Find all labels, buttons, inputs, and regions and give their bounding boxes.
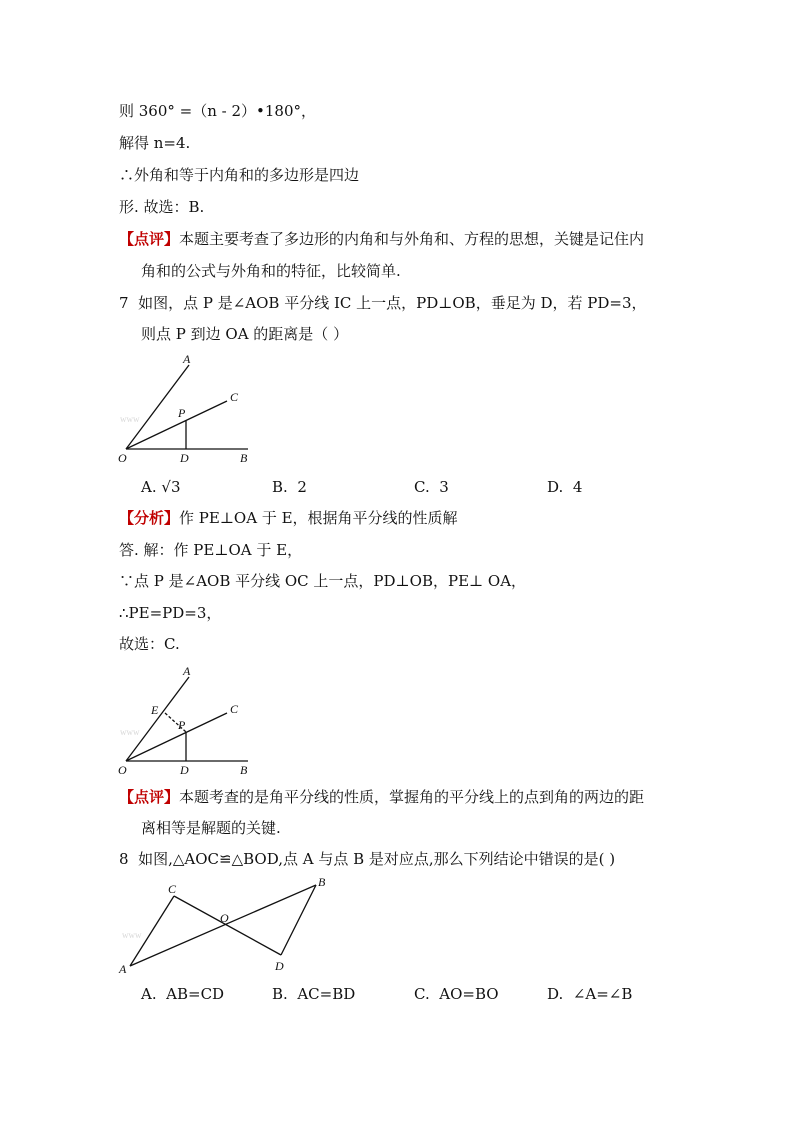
review-text: 本题考查的是角平分线的性质，掌握角的平分线上的点到角的两边的距: [179, 788, 645, 806]
option-d[interactable]: [547, 984, 632, 1004]
segment-BD: [281, 885, 316, 955]
label-C: C: [230, 702, 239, 716]
option-letter: D.: [547, 478, 564, 496]
label-O: O: [220, 911, 229, 925]
question-number: 8: [119, 850, 129, 868]
option-value: AO=BO: [439, 985, 499, 1003]
label-D: D: [275, 959, 284, 973]
option-value: √3: [161, 478, 181, 496]
answer-line-4: 故选：C.: [119, 635, 180, 653]
svg-text:www: www: [120, 414, 140, 424]
review-tag: 【点评】: [119, 230, 180, 248]
question-number: 7: [119, 294, 129, 312]
option-letter: C.: [414, 985, 430, 1003]
label-E: E: [151, 703, 159, 717]
solution-line-result: 解得 n=4.: [119, 134, 191, 152]
option-letter: A.: [141, 478, 157, 496]
question-7-stem-cont: 则点 P 到边 OA 的距离是（ ）: [141, 325, 349, 343]
question-text: 如图,△AOC≌△BOD,点 A 与点 B 是对应点,那么下列结论中错误的是( ): [138, 850, 616, 868]
review-tag: 【点评】: [119, 788, 180, 806]
option-letter: D.: [547, 985, 564, 1003]
option-value: 3: [439, 478, 449, 496]
option-value: AC=BD: [297, 985, 356, 1003]
answer-line-1: 答. 解：作 PE⊥OA 于 E，: [119, 541, 303, 559]
label-O: O: [118, 763, 127, 777]
option-letter: C.: [414, 478, 430, 496]
label-C: C: [168, 882, 177, 896]
option-letter: B.: [272, 985, 288, 1003]
solution-line-equation: 则 360° =（n - 2）•180°，: [119, 102, 317, 120]
option-value: 2: [297, 478, 307, 496]
analysis-text: 作 PE⊥OA 于 E，根据角平分线的性质解: [179, 509, 458, 527]
question-text: 如图，点 P 是∠AOB 平分线 IC 上一点，PD⊥OB，垂足为 D，若 PD=3，: [138, 294, 647, 312]
label-D: D: [180, 763, 189, 777]
option-value: AB=CD: [166, 985, 225, 1003]
review-text-cont: 离相等是解题的关键.: [141, 819, 281, 837]
option-letter: A.: [141, 985, 157, 1003]
solution-line-answer: 形. 故选：B.: [119, 198, 205, 216]
label-C: C: [230, 390, 239, 404]
analysis-tag: 【分析】: [119, 509, 180, 527]
label-B: B: [240, 451, 248, 465]
option-c[interactable]: [414, 984, 499, 1004]
option-a[interactable]: [141, 984, 224, 1004]
option-letter: B.: [272, 478, 288, 496]
answer-line-3: ∴PE=PD=3，: [119, 604, 222, 622]
label-A: A: [183, 664, 191, 678]
label-A: A: [183, 352, 191, 366]
segment-AB: [130, 885, 316, 966]
label-B: B: [318, 875, 326, 889]
segment-CD: [174, 896, 281, 955]
answer-line-2: ∵点 P 是∠AOB 平分线 OC 上一点，PD⊥OB，PE⊥ OA，: [119, 572, 527, 590]
label-A: A: [119, 962, 127, 976]
solution-line-conclusion: ∴外角和等于内角和的多边形是四边: [119, 166, 360, 184]
label-D: D: [180, 451, 189, 465]
svg-text:www: www: [120, 727, 140, 737]
review-text: 本题主要考查了多边形的内角和与外角和、方程的思想，关键是记住内: [179, 230, 645, 248]
label-P: P: [178, 718, 186, 732]
option-value: ∠A=∠B: [572, 985, 633, 1003]
svg-text:www: www: [122, 930, 142, 940]
option-value: 4: [572, 478, 583, 496]
review-text-cont: 角和的公式与外角和的特征，比较简单.: [141, 262, 401, 280]
label-P: P: [178, 406, 186, 420]
option-b[interactable]: [272, 984, 355, 1004]
label-B: B: [240, 763, 248, 777]
label-O: O: [118, 451, 127, 465]
